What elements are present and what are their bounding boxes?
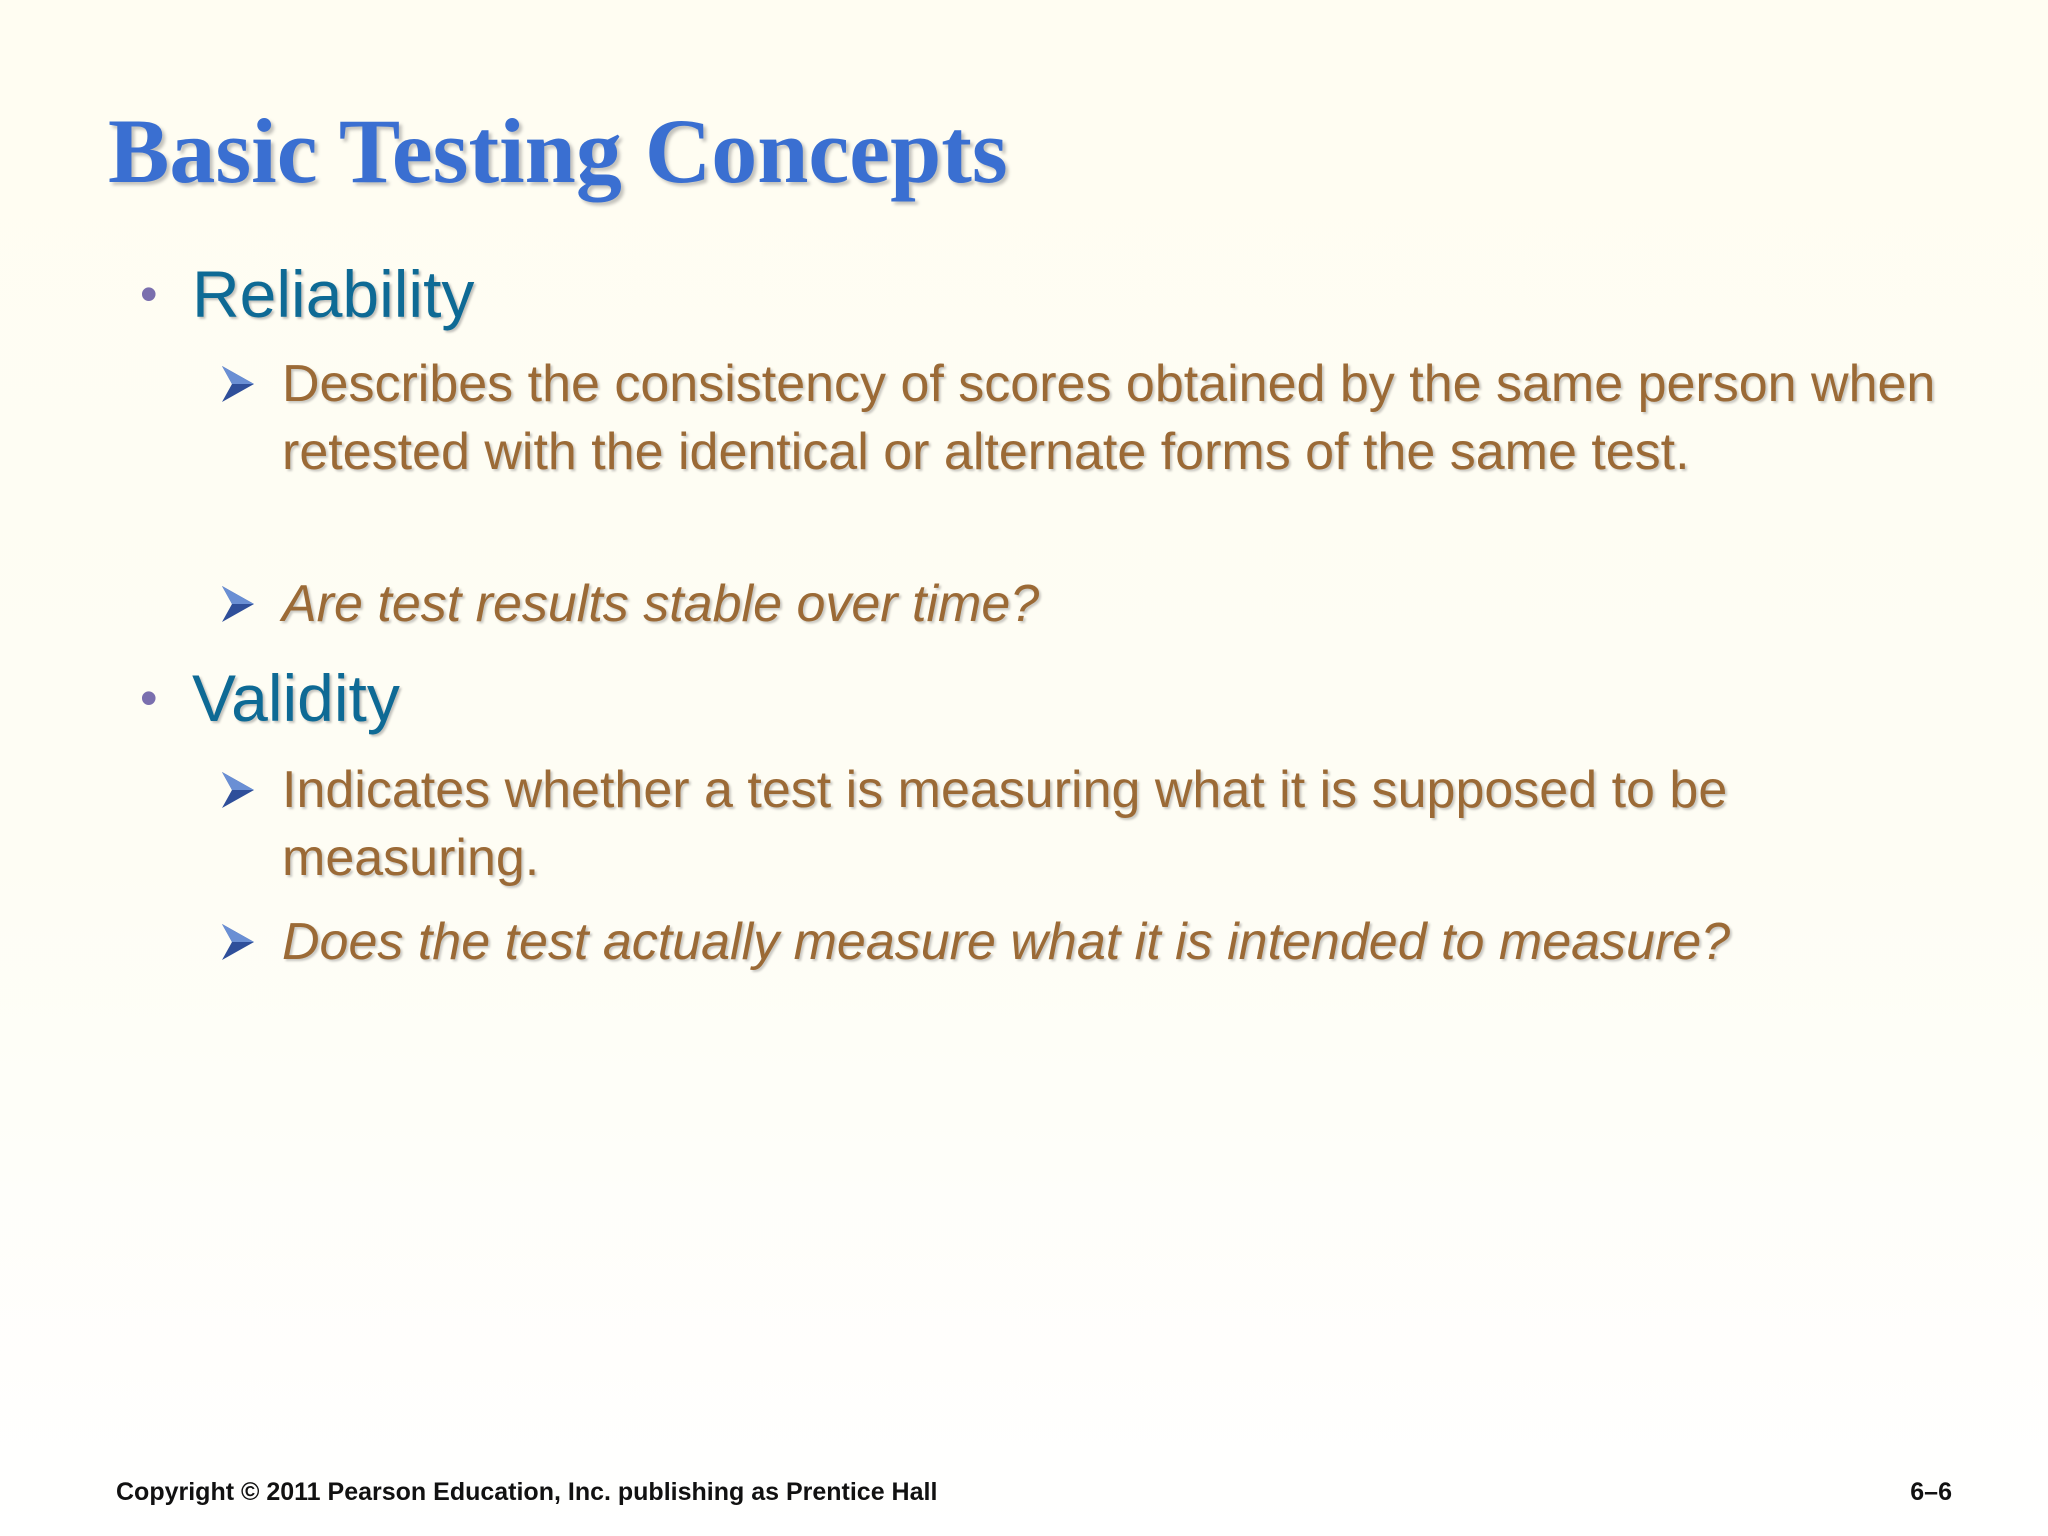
copyright-footer: Copyright © 2011 Pearson Education, Inc. publishing as Prentice Hall (116, 1478, 938, 1506)
bullet-heading: Validity (192, 661, 400, 735)
sub-bullet-text: Does the test actually measure what it is intended to measure? (282, 913, 1731, 971)
bullet-heading: Reliability (192, 257, 475, 331)
slide-title: Basic Testing Concepts (108, 100, 1008, 202)
arrowhead-bullet-icon (220, 770, 256, 810)
arrowhead-bullet-icon (220, 584, 256, 624)
arrowhead-bullet-icon (220, 364, 256, 404)
page-number: 6–6 (1910, 1478, 1952, 1506)
sub-bullet-text: Indicates whether a test is measuring what it is supposed to be measuring. (282, 761, 1728, 887)
arrowhead-bullet-icon (220, 922, 256, 962)
sub-bullet-text: Are test results stable over time? (282, 575, 1040, 633)
bullet-dot-icon: • (140, 670, 158, 726)
bullet-dot-icon: • (140, 266, 158, 322)
sub-bullet-text: Describes the consistency of scores obtained by the same person when retested with the identical or alternate forms of the same test. (282, 355, 1936, 481)
